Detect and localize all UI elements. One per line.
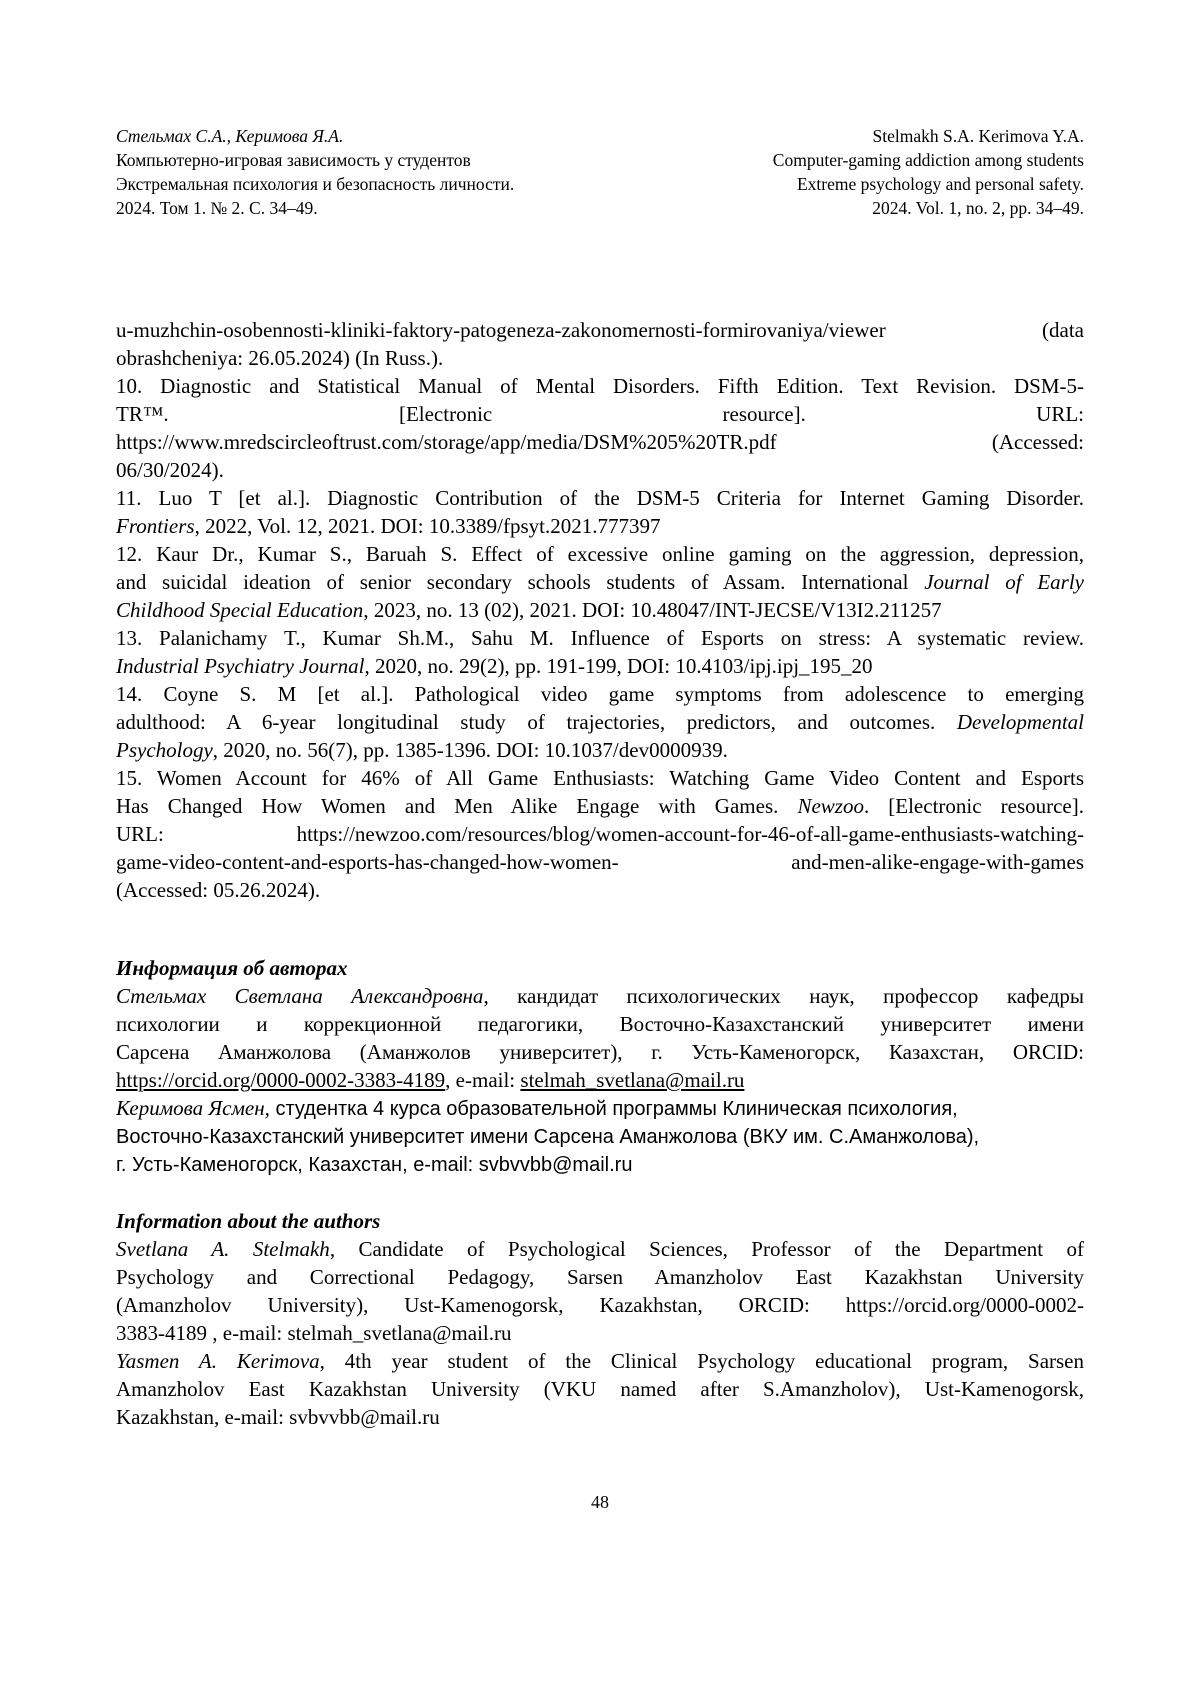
author-line: психологии и коррекционной педагогики, Восточно-Казахстанский университет имени [116,1012,1084,1036]
reference-line: obrashcheniya: 26.05.2024) (In Russ.). [116,346,444,370]
header-left [116,124,514,220]
journal-name: Journal of Early [924,570,1084,594]
reference-line: 12. Kaur Dr., Kumar S., Baruah S. Effect of excessive online gaming on the aggression, depression, [116,542,1084,566]
author-line: (Amanzholov University), Ust-Kamenogorsk, Kazakhstan, ORCID: https://orcid.org/0000-0002- [116,1293,1084,1317]
journal-name: Industrial Psychiatry Journal [116,654,365,678]
reference-line [116,736,1084,764]
reference-line: https://www.mredscircleoftrust.com/storage/app/media/DSM%205%20TR.pdf (Accessed: [116,430,1084,454]
author-line: 3383-4189 , e-mail: stelmah_svetlana@mail.ru [116,1321,512,1345]
author-line: Сарсена Аманжолова (Аманжолов университет), г. Усть-Каменогорск, Казахстан, ORCID: [116,1040,1084,1064]
author-line: Amanzholov East Kazakhstan University (VKU named after S.Amanzholov), Ust-Kamenogorsk, [116,1377,1084,1401]
header-title-ru: Компьютерно-игровая зависимость у студентов [116,150,471,170]
journal-name: Frontiers [116,514,195,538]
header-right [773,124,1084,220]
journal-name: Psychology [116,738,213,762]
reference-line: 15. Women Account for 46% of All Game Enthusiasts: Watching Game Video Content and Esports [116,766,1084,790]
author-line [116,1235,1084,1263]
reference-line [116,596,1084,624]
reference-line: URL: https://newzoo.com/resources/blog/women-account-for-46-of-all-game-enthusiasts-watching- [116,822,1084,846]
authors-info-ru [116,954,1084,1179]
reference-line: 14. Coyne S. M [et al.]. Pathological video game symptoms from adolescence to emerging [116,682,1084,706]
reference-text: and suicidal ideation of senior secondary schools students of Assam. International [116,570,925,594]
author-line [116,1094,1084,1123]
email-link[interactable]: stelmah_svetlana@mail.ru [520,1068,745,1092]
author-text: , 4th year student of the Clinical Psychology educational program, Sarsen [319,1349,1084,1373]
page-number: 48 [591,1492,609,1512]
reference-line [116,652,1084,680]
author-text: студентка 4 курса образовательной программы Клиническая психология, [269,1098,958,1120]
header-title-en: Computer-gaming addiction among students [772,150,1084,170]
reference-line: 13. Palanichamy T., Kumar Sh.M., Sahu M. Influence of Esports on stress: A systematic review. [116,626,1084,650]
reference-line [116,708,1084,736]
header-journal-en: Extreme psychology and personal safety. [796,174,1084,194]
author-text: , кандидат психологических наук, профессор кафедры [483,984,1084,1008]
author-name: Стельмах Светлана Александровна [116,984,484,1008]
reference-text: , 2020, no. 56(7), pp. 1385-1396. DOI: 10.1037/dev0000939. [212,738,728,762]
author-name: Yasmen A. Kerimova [116,1349,320,1373]
reference-text: , 2020, no. 29(2), pp. 191-199, DOI: 10.4103/ipj.ipj_195_20 [364,654,873,678]
reference-text: , 2023, no. 13 (02), 2021. DOI: 10.48047/INT-JECSE/V13I2.211257 [363,598,942,622]
author-name: Керимова Ясмен, [116,1096,270,1120]
reference-line: 11. Luo T [et al.]. Diagnostic Contribution of the DSM-5 Criteria for Internet Gaming Disorder. [116,486,1084,510]
reference-line: game-video-content-and-esports-has-changed-how-women- and-men-alike-engage-with-games [116,850,1084,874]
author-name: Svetlana A. Stelmakh [116,1237,330,1261]
reference-line [116,512,1084,540]
author-line: Kazakhstan, e-mail: svbvvbb@mail.ru [116,1405,440,1429]
author-line: Восточно-Казахстанский университет имени Сарсена Аманжолова (ВКУ им. С.Аманжолова), [116,1126,980,1148]
reference-line: (Accessed: 05.26.2024). [116,878,321,902]
reference-text: adulthood: A 6-year longitudinal study of trajectories, predictors, and outcomes. [116,710,957,734]
header-journal-ru: Экстремальная психология и безопасность личности. [116,174,515,194]
reference-list [116,316,1084,904]
header-issue-ru: 2024. Том 1. № 2. С. 34–49. [116,198,318,218]
journal-name: Developmental [956,710,1084,734]
author-line [116,1347,1084,1375]
reference-line: 10. Diagnostic and Statistical Manual of Mental Disorders. Fifth Edition. Text Revision. DSM-5- [116,374,1084,398]
reference-line [116,568,1084,596]
author-text: , Candidate of Psychological Sciences, Professor of the Department of [329,1237,1084,1261]
reference-text: , 2022, Vol. 12, 2021. DOI: 10.3389/fpsyt.2021.777397 [194,514,661,538]
journal-name: Newzoo [797,794,864,818]
header-issue-en: 2024. Vol. 1, no. 2, pp. 34–49. [872,198,1084,218]
author-text: , e-mail: [445,1068,521,1092]
header-authors-ru: Стельмах С.А., Керимова Я.А. [116,126,344,146]
reference-text: . [Electronic resource]. [863,794,1084,818]
author-line [116,982,1084,1010]
journal-name: Childhood Special Education [116,598,364,622]
section-heading-ru: Информация об авторах [116,956,348,980]
reference-line [116,792,1084,820]
orcid-link[interactable]: https://orcid.org/0000-0002-3383-4189 [116,1068,446,1092]
running-header [116,124,1084,220]
reference-line: 06/30/2024). [116,458,224,482]
author-line [116,1066,1084,1094]
main-body [116,316,1084,1431]
author-line: г. Усть-Каменогорск, Казахстан, e-mail: svbvvbb@mail.ru [116,1154,633,1176]
authors-info-en [116,1207,1084,1431]
section-heading-en: Information about the authors [116,1209,381,1233]
reference-text: Has Changed How Women and Men Alike Engage with Games. [116,794,798,818]
header-authors-en: Stelmakh S.A. Kerimova Y.A. [872,126,1084,146]
author-line: Psychology and Correctional Pedagogy, Sarsen Amanzholov East Kazakhstan University [116,1265,1084,1289]
reference-line: TR™. [Electronic resource]. URL: [116,402,1084,426]
reference-line: u-muzhchin-osobennosti-kliniki-faktory-patogeneza-zakonomernosti-formirovaniya/viewer (data [116,318,1084,342]
